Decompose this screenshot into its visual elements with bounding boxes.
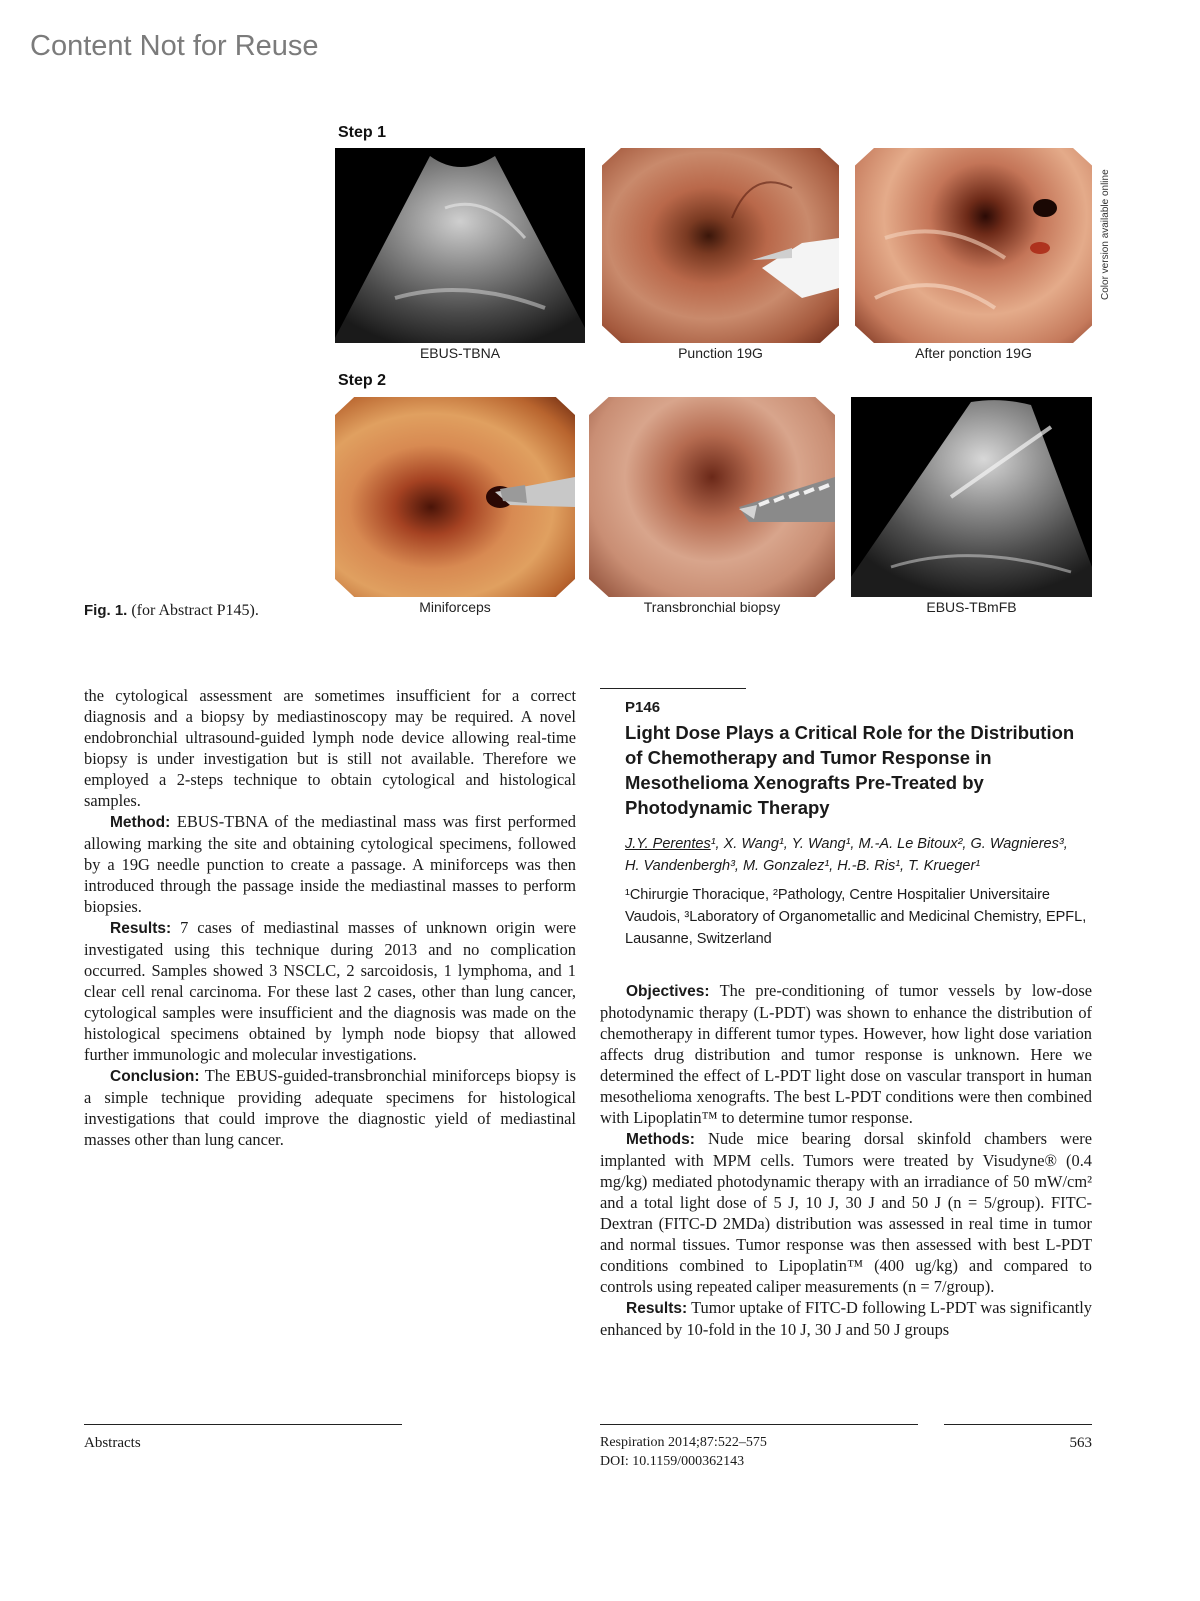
right-column [600,980,1092,1340]
caption-after-ponction-19g: After ponction 19G [915,345,1032,361]
figure-label-bold: Fig. 1. [84,602,128,619]
footer-rule-left [84,1424,402,1425]
conclusion-heading: Conclusion: [110,1068,200,1085]
punction-19g-image [602,148,839,343]
left-column [84,685,576,1150]
page-number: 563 [1069,1435,1092,1451]
objectives-text: The pre-conditioning of tumor vessels by low-dose photodynamic therapy (L-PDT) was shown to enhance the distribution of chemotherapy in different tumor types. However, how light dose variation affects drug distribution and tumor response is unknown. Here we determined the effect of L-PDT light dose on vascular transport in human mesothelioma xenografts. The best L-PDT conditions were then combined with Lipoplatin™ to determine tumor response. [600,981,1092,1127]
ebus-tbmfb-image [851,397,1092,597]
left-conclusion [84,1065,576,1150]
abstract-authors [625,833,1095,877]
caption-ebus-tbna: EBUS-TBNA [419,345,501,361]
methods-text: Nude mice bearing dorsal skinfold chambers were implanted with MPM cells. Tumors were treated by Visudyne® (0.4 mg/kg) mediated photodynamic therapy with an irradiance of 50 mW/cm² and a total light dose of 5 J, 10 J, 30 J and 50 J (n = 5/group). FITC-Dextran (FITC-D 2MDa) distribution was assessed in real time in tumor and normal tissues. Tumor response was then assessed with best L-PDT conditions combined to Lipoplatin™ (400 ug/kg) and compared to controls using repeated caliper measurements (n = 7/group). [600,1129,1092,1296]
abstract-number: P146 [625,699,661,716]
after-ponction-19g-image [855,148,1092,343]
left-method [84,811,576,917]
watermark: Content Not for Reuse [30,30,319,62]
conclusion-text: The EBUS-guided-transbronchial miniforceps biopsy is a simple technique providing adequate specimens for histological investigations that could improve the diagnostic yield of mediastinal masses other than lung cancer. [84,1066,576,1149]
abstract-affiliations: ¹Chirurgie Thoracique, ²Pathology, Centre Hospitalier Universitaire Vaudois, ³Laboratory of Organometallic and Medicinal Chemistry, EPFL, Lausanne, Switzerland [625,887,1087,947]
abstract-results [600,1297,1092,1340]
ebus-tbna-image [335,148,585,343]
step1-label: Step 1 [338,124,387,141]
methods-heading: Methods: [626,1131,695,1148]
results-heading: Results: [110,920,172,937]
abstract-title: Light Dose Plays a Critical Role for the Distribution of Chemotherapy and Tumor Response in Mesothelioma Xenografts Pre-Treated by Photodynamic Therapy [625,722,1075,818]
footer-journal: Respiration 2014;87:522–575 [600,1435,767,1450]
transbronchial-biopsy-image [589,397,835,597]
step2-label: Step 2 [338,372,387,389]
color-version-note: Color version available online [1100,169,1111,300]
miniforceps-image [335,397,575,597]
abstract-results-text: Tumor uptake of FITC-D following L-PDT was significantly enhanced by 10-fold in the 10 J, 30 J and 50 J groups [600,1298,1092,1339]
authors-line1: ¹, X. Wang¹, Y. Wang¹, M.-A. Le Bitoux², G. Wagnieres³, [710,836,1068,852]
results-text: 7 cases of mediastinal masses of unknown origin were investigated using this technique during 2013 and no complication occurred. Samples showed 3 NSCLC, 2 sarcoidosis, 1 lymphoma, and 1 clear cell renal carcinoma. For these last 2 cases, other than lung cancer, cytological samples were insufficient and the diagnosis was made on the histological specimens obtained by lymph node biopsy that allowed further immunologic and molecular investigations. [84,918,576,1064]
footer-rule-middle [600,1424,918,1425]
figure-label-text: (for Abstract P145). [127,602,259,619]
footer-doi: DOI: 10.1159/000362143 [600,1454,745,1469]
caption-miniforceps: Miniforceps [419,599,491,615]
method-heading: Method: [110,814,171,831]
left-results [84,917,576,1065]
caption-transbronchial-biopsy: Transbronchial biopsy [643,599,781,615]
method-text: EBUS-TBNA of the mediastinal mass was first performed allowing marking the site and obtaining cytological specimens, followed by a 19G needle punction to create a passage. A miniforceps was then introduced through the passage inside the mediastinal masses to perform biopsies. [84,812,576,916]
caption-punction-19g: Punction 19G [678,345,763,361]
abstract-results-heading: Results: [626,1300,688,1317]
figure-label [84,602,259,620]
objectives-heading: Objectives: [626,983,710,1000]
left-intro: the cytological assessment are sometimes insufficient for a correct diagnosis and a biopsy by mediastinoscopy may be required. A novel endobronchial ultrasound-guided lymph node device allowing real-time biopsy is under investigation but is still not available. Therefore we employed a 2-steps technique to obtain cytological and histological samples. [84,686,576,810]
abstract-top-rule [600,688,746,689]
abstract-methods [600,1128,1092,1297]
first-author: J.Y. Perentes [625,836,711,852]
abstract-objectives [600,980,1092,1128]
authors-line2: H. Vandenbergh³, M. Gonzalez¹, H.-B. Ris¹, T. Krueger¹ [625,858,981,874]
footer-rule-right [944,1424,1092,1425]
footer-section: Abstracts [84,1435,141,1451]
caption-ebus-tbmfb: EBUS-TBmFB [926,599,1017,615]
